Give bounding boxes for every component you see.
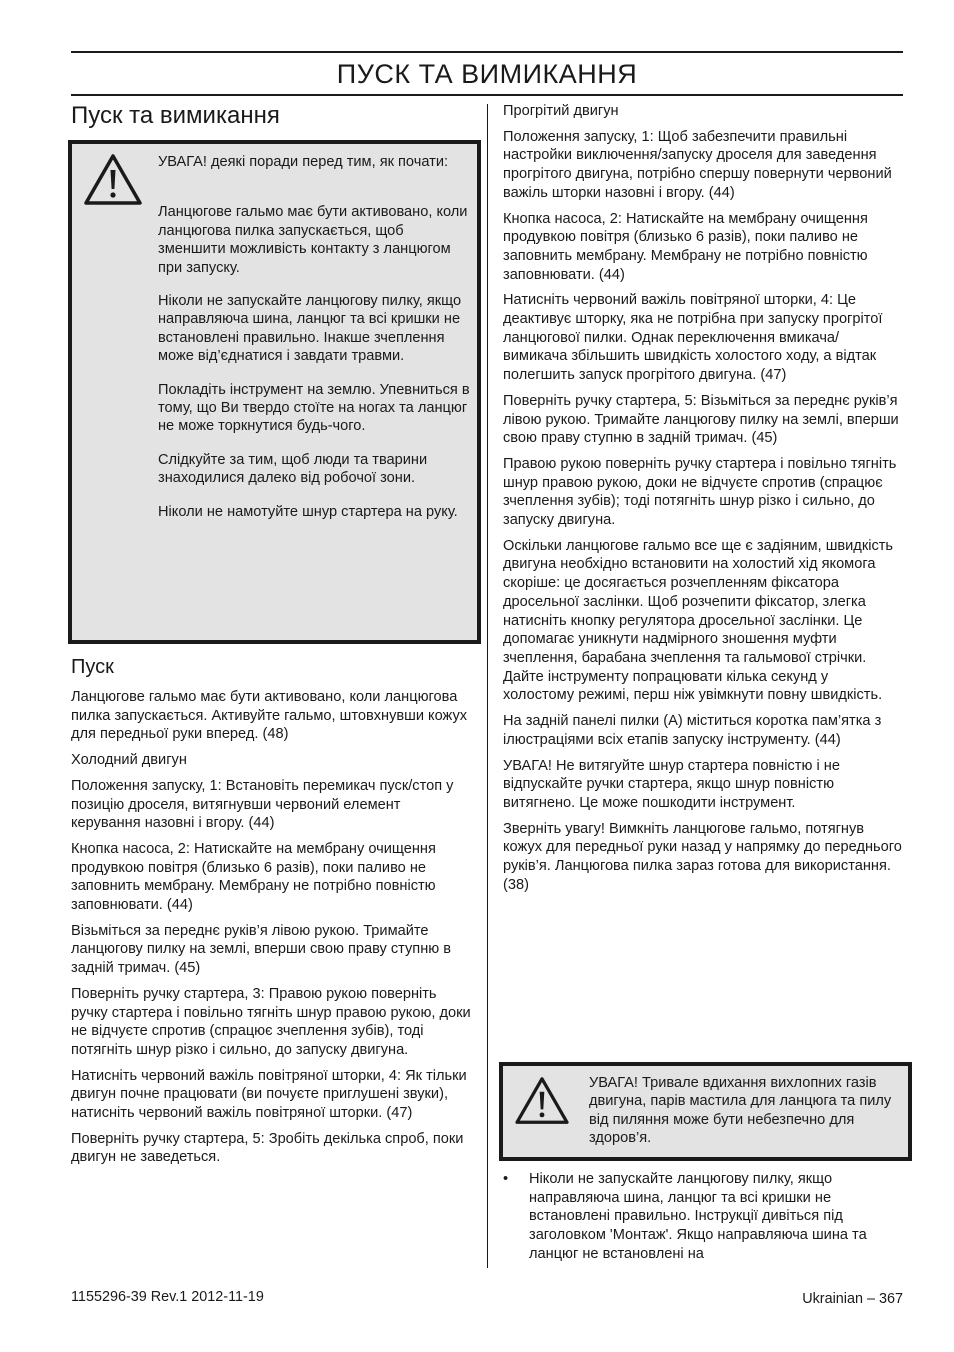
warning-triangle-icon [514,1076,570,1126]
paragraph: Натисніть червоний важіль повітряної шторки, 4: Це деактивує шторку, яка не потрібна при запуску прогрітої ланцюгової пилки. Однак переключення вмикача/вимикача збільшить швидкість холостого ходу, а відтак полегшить запуск прогрітого двигуна. (47) [503,292,883,384]
warning-paragraph: УВАГА! деякі поради перед тим, як почати: [158,154,449,170]
paragraph-label: Прогрітий двигун [503,103,619,119]
paragraph: Кнопка насоса, 2: Натискайте на мембрану очищення продувкою повітря (близько 6 разів), поки паливо не заповнить мембрану. Мембрану не потрібно повністю заповнювати. (44) [71,840,436,914]
paragraph: Візьміться за переднє руків’я лівою рукою. Тримайте ланцюгову пилку на землі, вперши свою праву ступню в задній тримач. (45) [71,922,452,977]
paragraph: Поверніть ручку стартера, 3: Правою рукою поверніть ручку стартера і повільно тягніть шнур правою рукою, доки не відчуєте спротив (спрацює зчеплення зубів), тоді потягніть шнур різко і сильно, до запуску двигуна. [71,985,471,1058]
paragraph: УВАГА! Не витягуйте шнур стартера повністю і не відпускайте ручки стартера, якщо шнур повністю витягнено. Це може пошкодити інструмент. [503,757,840,811]
right-column [503,102,903,901]
section-heading: Пуск та вимикання [71,102,280,129]
warning-exhaust-text: УВАГА! Тривале вдихання вихлопних газів двигуна, парів мастила для ланцюга та пилу від пиляння може бути небезпечно для здоров’я. [589,1075,892,1147]
warning-box-exhaust [499,1062,912,1161]
paragraph: Натисніть червоний важіль повітряної шторки, 4: Як тільки двигун почне працювати (ви почуєте приглушені звуки), натисніть червоний важіль повітряної шторки. (47) [71,1067,467,1122]
paragraph: Ланцюгове гальмо має бути активовано, коли ланцюгова пилка запускається. Активуйте гальмо, штовхнувши кожух для передньої руки вперед. (48) [71,689,468,743]
paragraph: Правою рукою поверніть ручку стартера і повільно тягніть шнур правою рукою, доки не відчуєте спротив (спрацює зчеплення зубів); тоді потягніть шнур різко і сильно, до запуску двигуна. [503,455,897,529]
list-item-text: Ніколи не запускайте ланцюгову пилку, якщо направляюча шина, ланцюг та всі кришки не встановлені правильно. Інструкції дивіться під заголовком 'Монтаж'. Якщо направляюча шина та ланцюг не встановлені на [529,1171,867,1262]
paragraph: Положення запуску, 1: Встановіть перемикач пуск/стоп у позицію дроселя, витягнувши червоний елемент керування назовні і вгору. (44) [71,777,454,832]
footer-page-label: Ukrainian – 367 [802,1291,903,1307]
bullet-marker: • [503,1171,509,1187]
footer-doc-id: 1155296-39 Rev.1 2012-11-19 [71,1289,264,1305]
warning-box-main [68,140,481,644]
paragraph: На задній панелі пилки (A) міститься коротка пам’ятка з ілюстраціями всіх етапів запуску інструменту. (44) [503,713,882,748]
paragraph: Зверніть увагу! Вимкніть ланцюгове гальмо, потягнув кожух для передньої руки назад у напрямку до переднього руків’я. Ланцюгова пилка зараз готова для використання. (38) [503,820,902,893]
paragraph: Оскільки ланцюгове гальмо все ще є задіяним, швидкість двигуна необхідно встановити на холостий хід якомога скоріше: це досягається розчепленням фіксатора дросельної заслінки. Щоб розчепити фіксатор, злегка натисніть кнопку регулятора дросельної заслінки. Це допомагає уникнути надмірного зношення муфти зчеплення, барабана зчеплення та гальмової стрічки. Дайте інструменту попрацювати кілька секунд у холостому режимі, перш ніж увімкнути повну швидкість. [503,537,894,704]
page-title: ПУСК ТА ВИМИКАННЯ [336,59,638,89]
warning-paragraph: Ланцюгове гальмо має бути активовано, коли ланцюгова пилка запускається, щоб зменшити можливість контакту з ланцюгом при запуску. [158,204,468,276]
paragraph: Поверніть ручку стартера, 5: Зробіть декілька спроб, поки двигун не заведеться. [71,1130,464,1166]
header-bottom-rule [71,94,903,96]
paragraph-label: Холодний двигун [71,752,187,769]
list-item [503,1170,903,1264]
warning-main-text [158,153,470,536]
subsection-heading: Пуск [71,656,114,678]
warning-paragraph: Покладіть інструмент на землю. Упевниться в тому, що Ви твердо стоїте на ногах та ланцюг не може торкнутися будь-чого. [158,381,470,435]
paragraph: Кнопка насоса, 2: Натискайте на мембрану очищення продувкою повітря (близько 6 разів), поки паливо не заповнить мембрану. Мембрану не потрібно повністю заповнювати. (44) [503,210,868,283]
header-top-rule [71,51,903,53]
warning-paragraph: Слідкуйте за тим, щоб люди та тварини знаходилися далеко від робочої зони. [158,451,428,487]
paragraph: Поверніть ручку стартера, 5: Візьміться за переднє руків’я лівою рукою. Тримайте ланцюгову пилку на землі, вперши свою праву ступню в задній тримач. (45) [503,392,899,447]
column-divider [487,104,488,1268]
bullet-list [503,1170,903,1264]
left-column [71,654,471,1174]
paragraph: Положення запуску, 1: Щоб забезпечити правильні настройки виключення/запуску дроселя для заведення прогрітого двигуна, потрібно спершу повернути червоний важіль шторки назовні і вгору. (44) [503,128,892,201]
warning-triangle-icon [83,153,143,207]
warning-paragraph: Ніколи не намотуйте шнур стартера на руку. [158,503,458,520]
warning-paragraph: Ніколи не запускайте ланцюгову пилку, якщо направляюча шина, ланцюг та всі кришки не встановлені правильно. Інакше зчеплення може від’єднатися і завдати травми. [158,293,462,365]
